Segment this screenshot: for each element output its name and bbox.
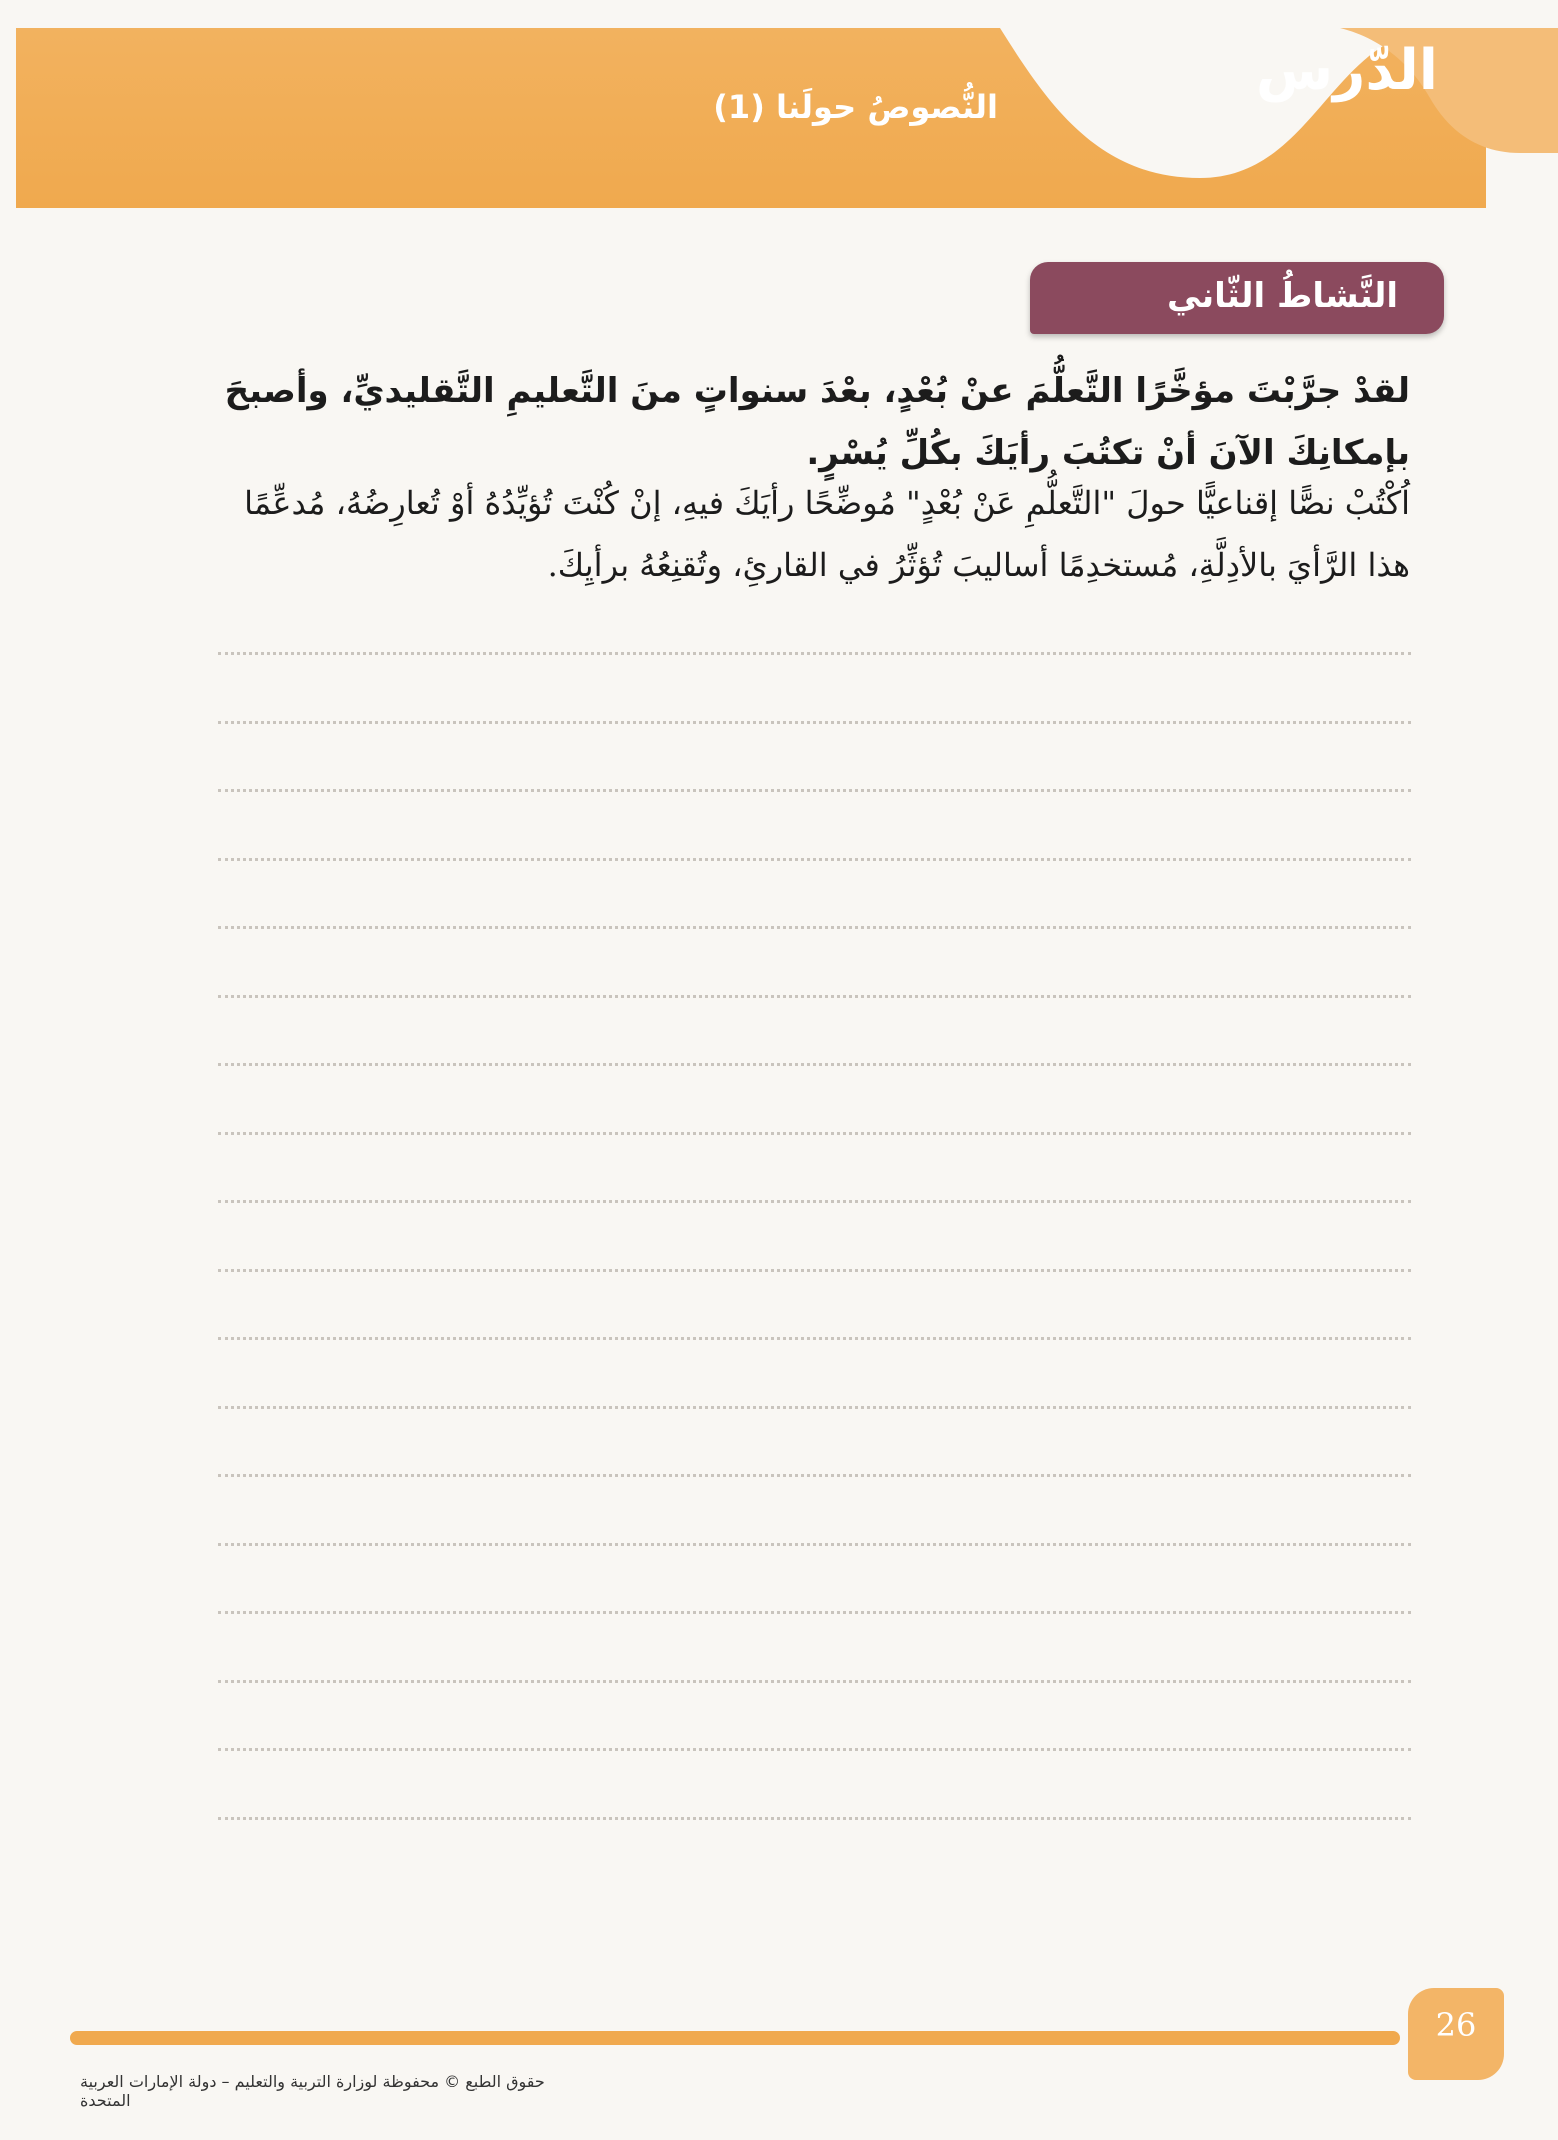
writing-line[interactable] <box>218 1406 1411 1409</box>
footer-bar <box>70 2031 1400 2045</box>
lesson-subtitle: النُّصوصُ حولَنا (1) <box>713 88 998 126</box>
writing-line[interactable] <box>218 652 1411 655</box>
writing-line[interactable] <box>218 1748 1411 1751</box>
writing-line[interactable] <box>218 721 1411 724</box>
intro-paragraph: لقدْ جرَّبْتَ مؤخَّرًا التَّعلُّمَ عنْ بُعْدٍ، بعْدَ سنواتٍ منَ التَّعليمِ التَّقليديِّ، وأصبحَ بإمكانِكَ الآنَ أنْ تكتُبَ رأيَكَ بكُلِّ يُسْرٍ. <box>224 371 1410 473</box>
instruction-paragraph: اُكْتُبْ نصًّا إقناعيًّا حولَ "التَّعلُّمِ عَنْ بُعْدٍ" مُوضِّحًا رأيَكَ فيهِ، إنْ كُنْتَ تُؤيِّدُهُ أوْ تُعارِضُهُ، مُدعِّمًا هذا الرَّأيَ بالأدِلَّةِ، مُستخدِمًا أساليبَ تُؤثِّرُ في القارئِ، وتُقنِعُهُ برأيِكَ. <box>244 484 1410 584</box>
writing-line[interactable] <box>218 1200 1411 1203</box>
writing-line[interactable] <box>218 1269 1411 1272</box>
writing-line[interactable] <box>218 1817 1411 1820</box>
writing-line[interactable] <box>218 1474 1411 1477</box>
lesson-title: الدّرس <box>1255 38 1438 103</box>
page-number: 26 <box>1435 2006 1477 2044</box>
activity-label-tab <box>1030 262 1444 334</box>
writing-line[interactable] <box>218 1063 1411 1066</box>
writing-line[interactable] <box>218 995 1411 998</box>
activity-label: النَّشاطُ الثّاني <box>1166 276 1398 316</box>
writing-line[interactable] <box>218 1337 1411 1340</box>
writing-line[interactable] <box>218 789 1411 792</box>
writing-line[interactable] <box>218 858 1411 861</box>
writing-line[interactable] <box>218 1543 1411 1546</box>
writing-area[interactable] <box>218 600 1411 1840</box>
writing-line[interactable] <box>218 1132 1411 1135</box>
copyright-notice: حقوق الطبع © محفوظة لوزارة التربية والتعليم – دولة الإمارات العربية المتحدة <box>80 2072 545 2110</box>
writing-line[interactable] <box>218 1611 1411 1614</box>
writing-line[interactable] <box>218 926 1411 929</box>
writing-line[interactable] <box>218 1680 1411 1683</box>
